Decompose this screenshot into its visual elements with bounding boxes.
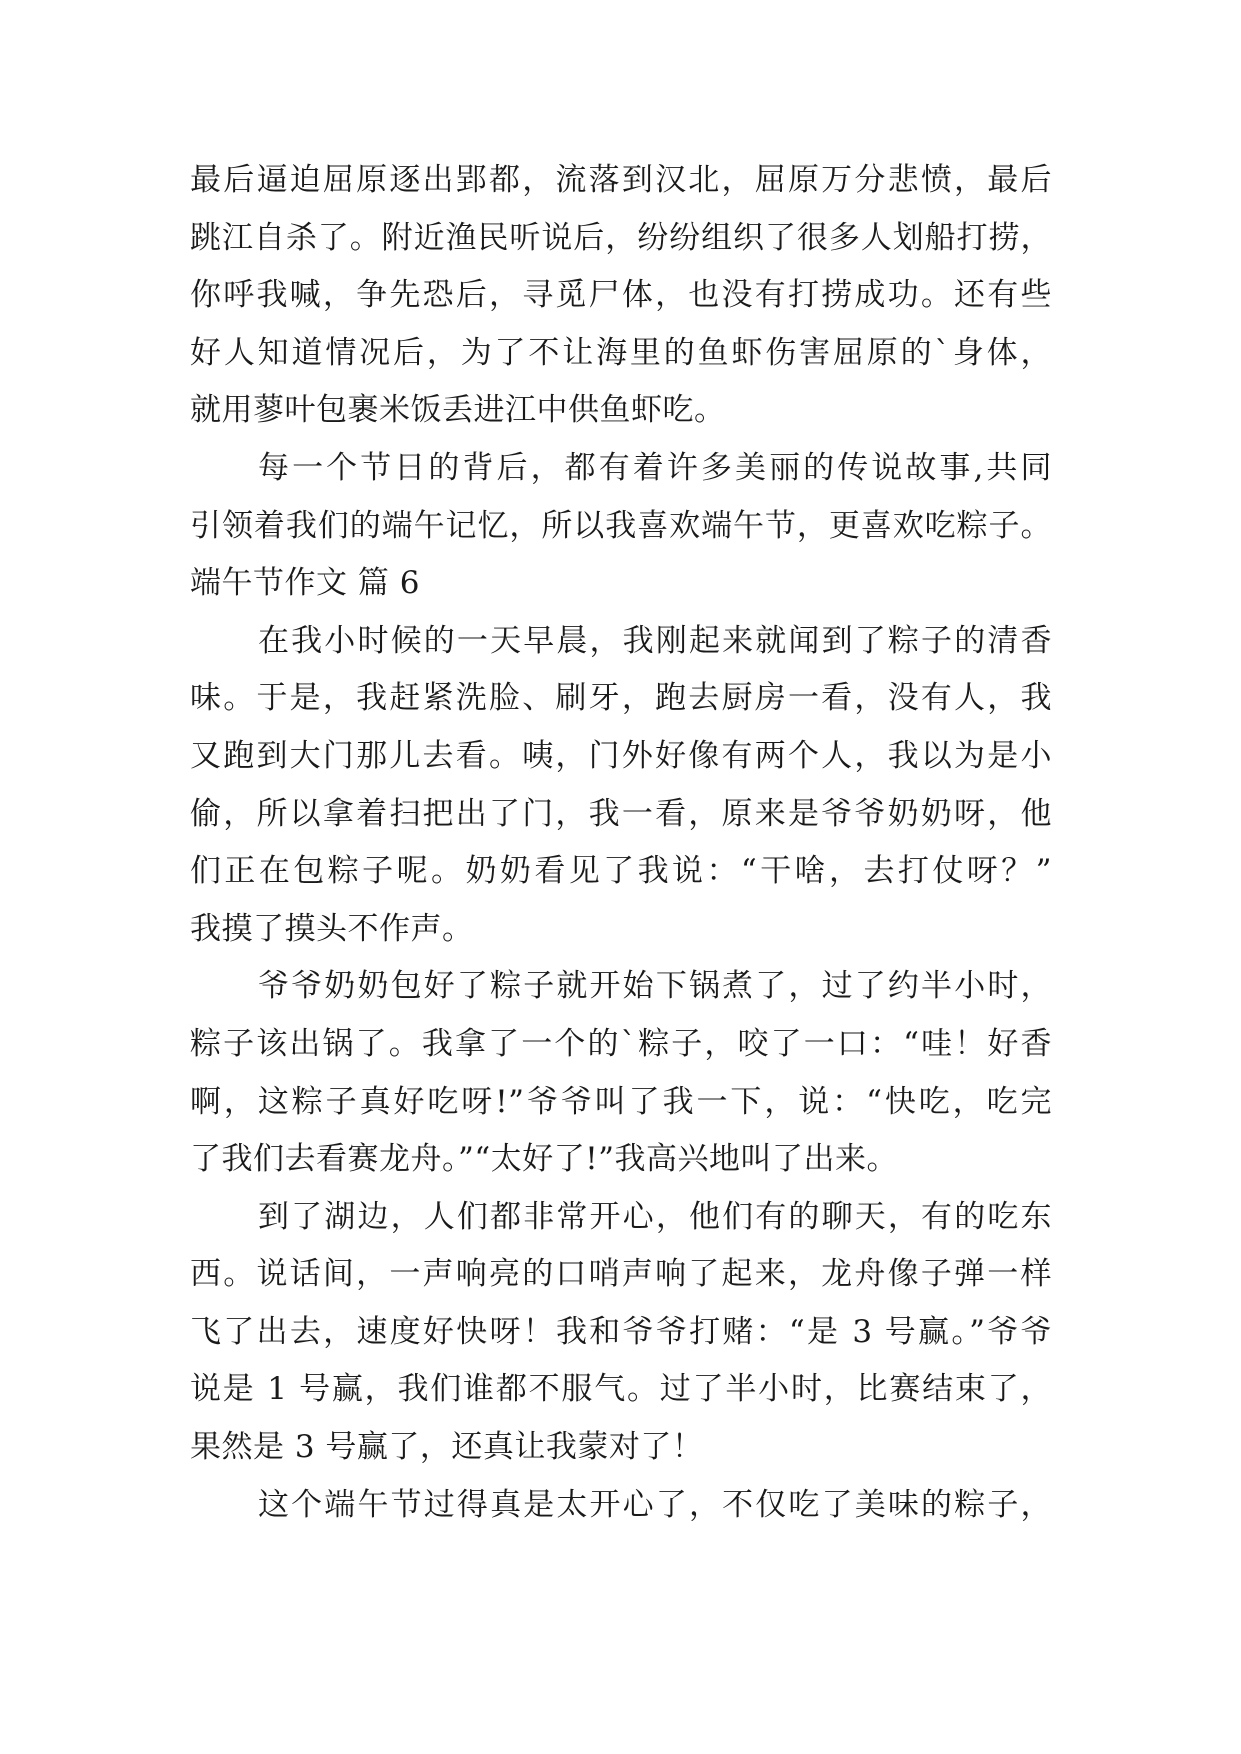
text-line: 每一个节日的背后，都有着许多美丽的传说故事,共同: [258, 449, 1052, 486]
text-line: 好人知道情况后，为了不让海里的鱼虾伤害屈原的`身体，: [190, 334, 1052, 371]
text-line: 在我小时候的一天早晨，我刚起来就闻到了粽子的清香: [258, 622, 1052, 659]
text-line: 粽子该出锅了。我拿了一个的`粽子，咬了一口：“哇！好香: [190, 1025, 1052, 1062]
text-line: 跳江自杀了。附近渔民听说后，纷纷组织了很多人划船打捞，: [190, 219, 1052, 256]
text-line: 又跑到大门那儿去看。咦，门外好像有两个人，我以为是小: [190, 737, 1052, 774]
text-line: 你呼我喊，争先恐后，寻觅尸体，也没有打捞成功。还有些: [190, 277, 1052, 314]
text-line: 们正在包粽子呢。奶奶看见了我说：“干啥，去打仗呀？”: [190, 853, 1052, 890]
text-line: 我摸了摸头不作声。: [190, 910, 474, 947]
text-line: 西。说话间，一声响亮的口哨声响了起来，龙舟像子弹一样: [190, 1256, 1052, 1293]
text-line: 说是 1 号赢，我们谁都不服气。过了半小时，比赛结束了，: [190, 1371, 1052, 1408]
text-line: 偷，所以拿着扫把出了门，我一看，原来是爷爷奶奶呀，他: [190, 795, 1052, 832]
section-heading: 端午节作文 篇 6: [190, 565, 420, 602]
text-line: 引领着我们的端午记忆，所以我喜欢端午节，更喜欢吃粽子。: [190, 507, 1052, 544]
text-line: 爷爷奶奶包好了粽子就开始下锅煮了，过了约半小时，: [258, 968, 1052, 1005]
text-line: 就用蓼叶包裹米饭丢进江中供鱼虾吃。: [190, 392, 726, 429]
text-line: 到了湖边，人们都非常开心，他们有的聊天，有的吃东: [258, 1198, 1052, 1235]
text-line: 果然是 3 号赢了，还真让我蒙对了！: [190, 1429, 704, 1466]
text-line: 飞了出去，速度好快呀！我和爷爷打赌：“是 3 号赢。”爷爷: [190, 1313, 1052, 1350]
text-line: 啊，这粽子真好吃呀!”爷爷叫了我一下，说：“快吃，吃完: [190, 1083, 1052, 1120]
text-line: 最后逼迫屈原逐出郢都，流落到汉北，屈原万分悲愤，最后: [190, 162, 1052, 198]
text-line: 这个端午节过得真是太开心了，不仅吃了美味的粽子，: [258, 1486, 1052, 1523]
document-page: [190, 152, 1052, 1534]
text-line: 味。于是，我赶紧洗脸、刷牙，跑去厨房一看，没有人，我: [190, 680, 1052, 717]
text-line: 了我们去看赛龙舟。”“太好了!”我高兴地叫了出来。: [190, 1141, 898, 1178]
